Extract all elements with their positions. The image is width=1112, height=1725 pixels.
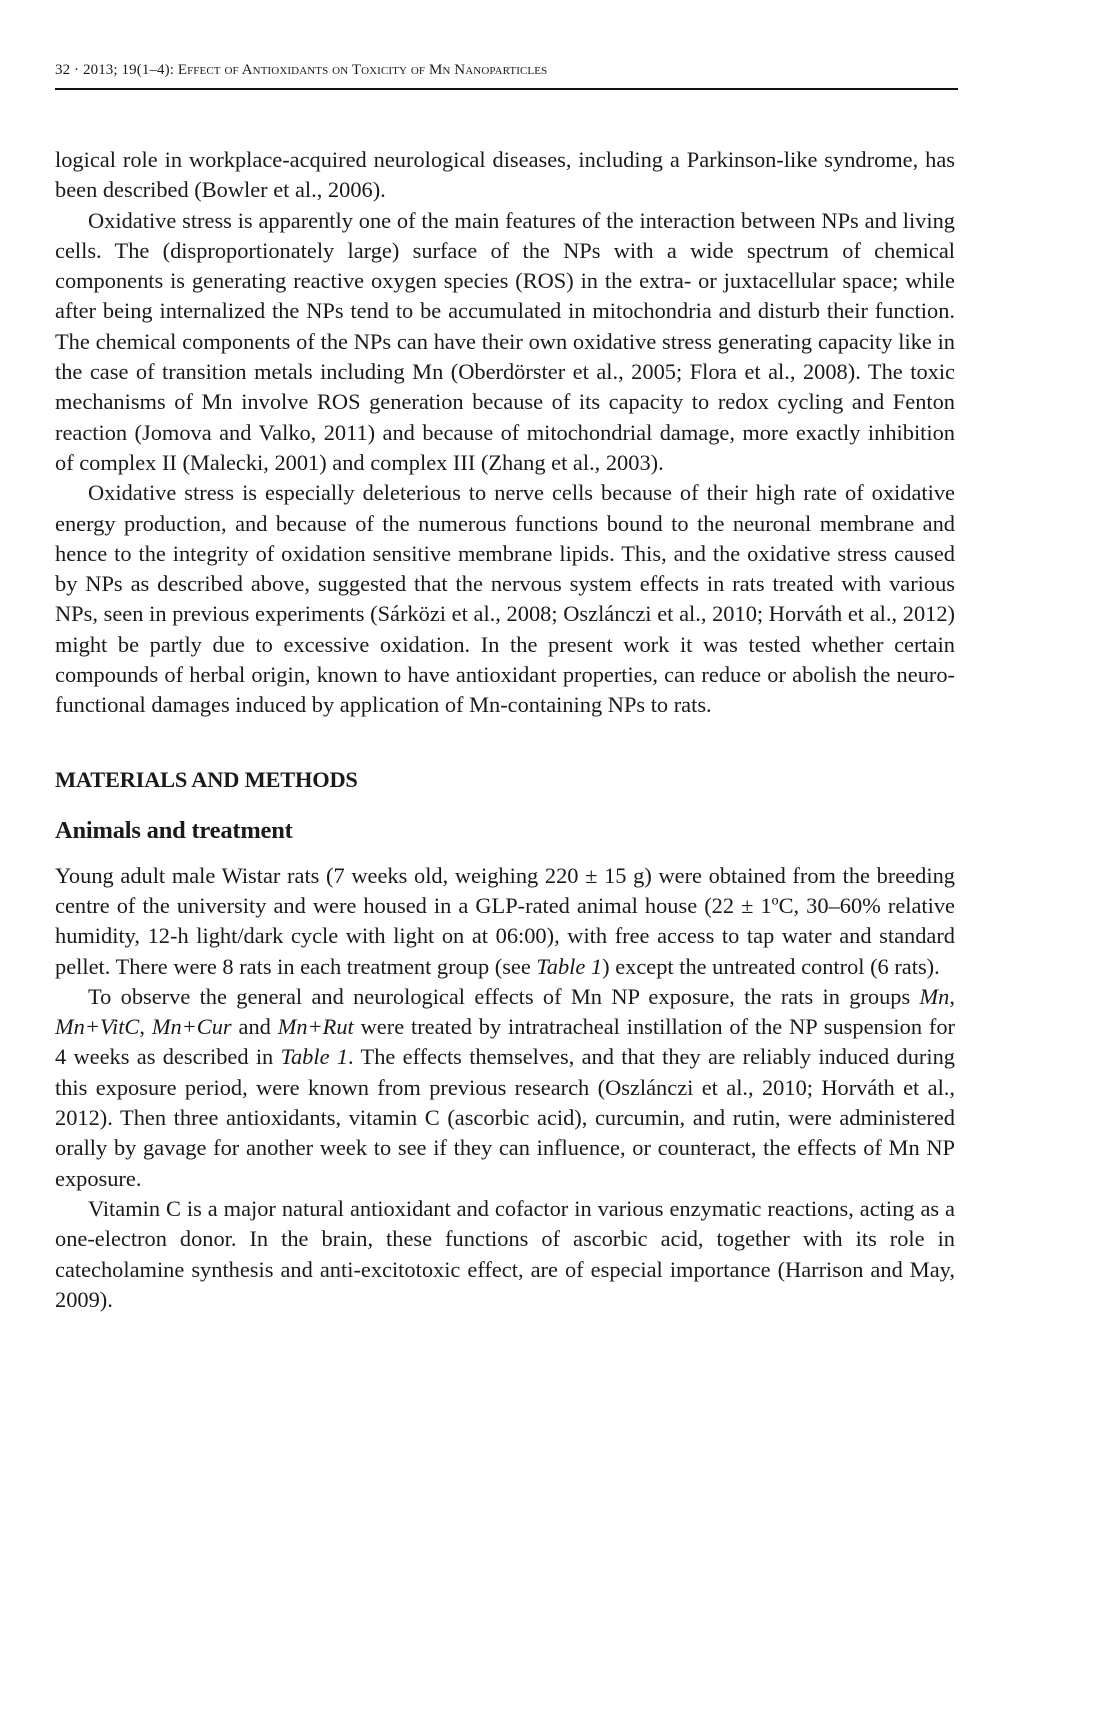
spacer: [55, 846, 955, 861]
table-reference: Table 1: [536, 953, 603, 979]
text-run: To observe the general and neurological effects of Mn NP exposure, the rats in groups: [88, 983, 920, 1009]
page-number: 32: [55, 62, 71, 78]
subsection-heading-animals: Animals and treatment: [55, 816, 293, 844]
text-run: and: [231, 1014, 278, 1040]
paragraph-animals: [55, 861, 955, 982]
group-name: Mn+Cur: [151, 1014, 232, 1040]
text-run: ,: [139, 1014, 152, 1040]
group-name: Mn: [919, 983, 950, 1009]
paragraph-nerve-cells: Oxidative stress is especially deleterious to nerve cells because of their high rate of oxidative energy production, and because of the numerous functions bound to the neuronal membrane and hence to the integrity of oxidation sensitive membrane lipids. This, and the oxidative stress caused by NPs as described above, suggested that the nervous system effects in rats treated with various NPs, seen in previous experiments (Sárközi et al., 2008; Oszlánczi et al., 2010; Horváth et al., 2012) might be partly due to excessive oxidation. In the present work it was tested whether certain compounds of herbal origin, known to have antioxidant properties, can reduce or abolish the neuro-functional damages induced by application of Mn-containing NPs to rats.: [55, 480, 955, 718]
spacer: [55, 795, 955, 816]
spacer: [55, 721, 955, 765]
running-head: [55, 60, 958, 80]
text-run: Young adult male Wistar rats (7 weeks old, weighing 220 ± 15 g) were obtained from the breeding centre of the university and were housed in a GLP-rated animal house (22 ± 1ºC, 30–60% relative humidity, 12-h light/dark cycle with light on at 06:00), with free access to tap water and standard pellet. There were 8 rats in each treatment group (see: [55, 862, 955, 979]
issue-info: 2013; 19(1–4):: [83, 62, 178, 78]
paragraph-continuation: logical role in workplace-acquired neurological diseases, including a Parkinson-like syndrome, has been described (Bowler et al., 2006).: [55, 147, 955, 203]
header-rule: [55, 88, 958, 90]
article-body: [55, 145, 955, 1315]
running-title: Effect of Antioxidants on Toxicity of Mn Nanoparticles: [177, 62, 548, 78]
text-run: ,: [949, 983, 955, 1009]
paragraph-vitamin-c: Vitamin C is a major natural antioxidant and cofactor in various enzymatic reactions, acting as a one-electron donor. In the brain, these functions of ascorbic acid, together with its role in catecholamine synthesis and anti-excitotoxic effect, are of especial importance (Harrison and May, 2009).: [55, 1195, 955, 1312]
running-head-separator: ·: [70, 62, 83, 78]
group-name: Mn+Rut: [277, 1014, 354, 1040]
group-name: Mn+VitC: [55, 1014, 140, 1040]
paragraph-oxidative-stress: Oxidative stress is apparently one of the main features of the interaction between NPs and living cells. The (disproportionately large) surface of the NPs with a wide spectrum of chemical components is generating reactive oxygen species (ROS) in the extra- or juxtacellular space; while after being internalized the NPs tend to be accumulated in mitochondria and disturb their function. The chemical components of the NPs can have their own oxidative stress generating capacity like in the case of transition metals including Mn (Oberdörster et al., 2005; Flora et al., 2008). The toxic mechanisms of Mn involve ROS generation because of its capacity to redox cycling and Fenton reaction (Jomova and Valko, 2011) and because of mitochondrial damage, more exactly inhibition of complex II (Malecki, 2001) and complex III (Zhang et al., 2003).: [55, 207, 955, 475]
text-run: were treated by intratracheal instillation of the NP suspension for 4 weeks as described in: [55, 1014, 956, 1070]
table-reference: Table 1: [280, 1044, 349, 1070]
text-run: ) except the untreated control (6 rats).: [602, 953, 940, 979]
text-run: . The effects themselves, and that they are reliably induced during this exposure period, were known from previous research (Oszlánczi et al., 2010; Horváth et al., 2012). Then three antioxidants, vitamin C (ascorbic acid), curcumin, and rutin, were administered orally by gavage for another week to see if they can influence, or counteract, the effects of Mn NP exposure.: [55, 1044, 955, 1191]
section-heading-materials-methods: MATERIALS AND METHODS: [55, 766, 358, 792]
paragraph-exposure: [55, 982, 955, 1194]
